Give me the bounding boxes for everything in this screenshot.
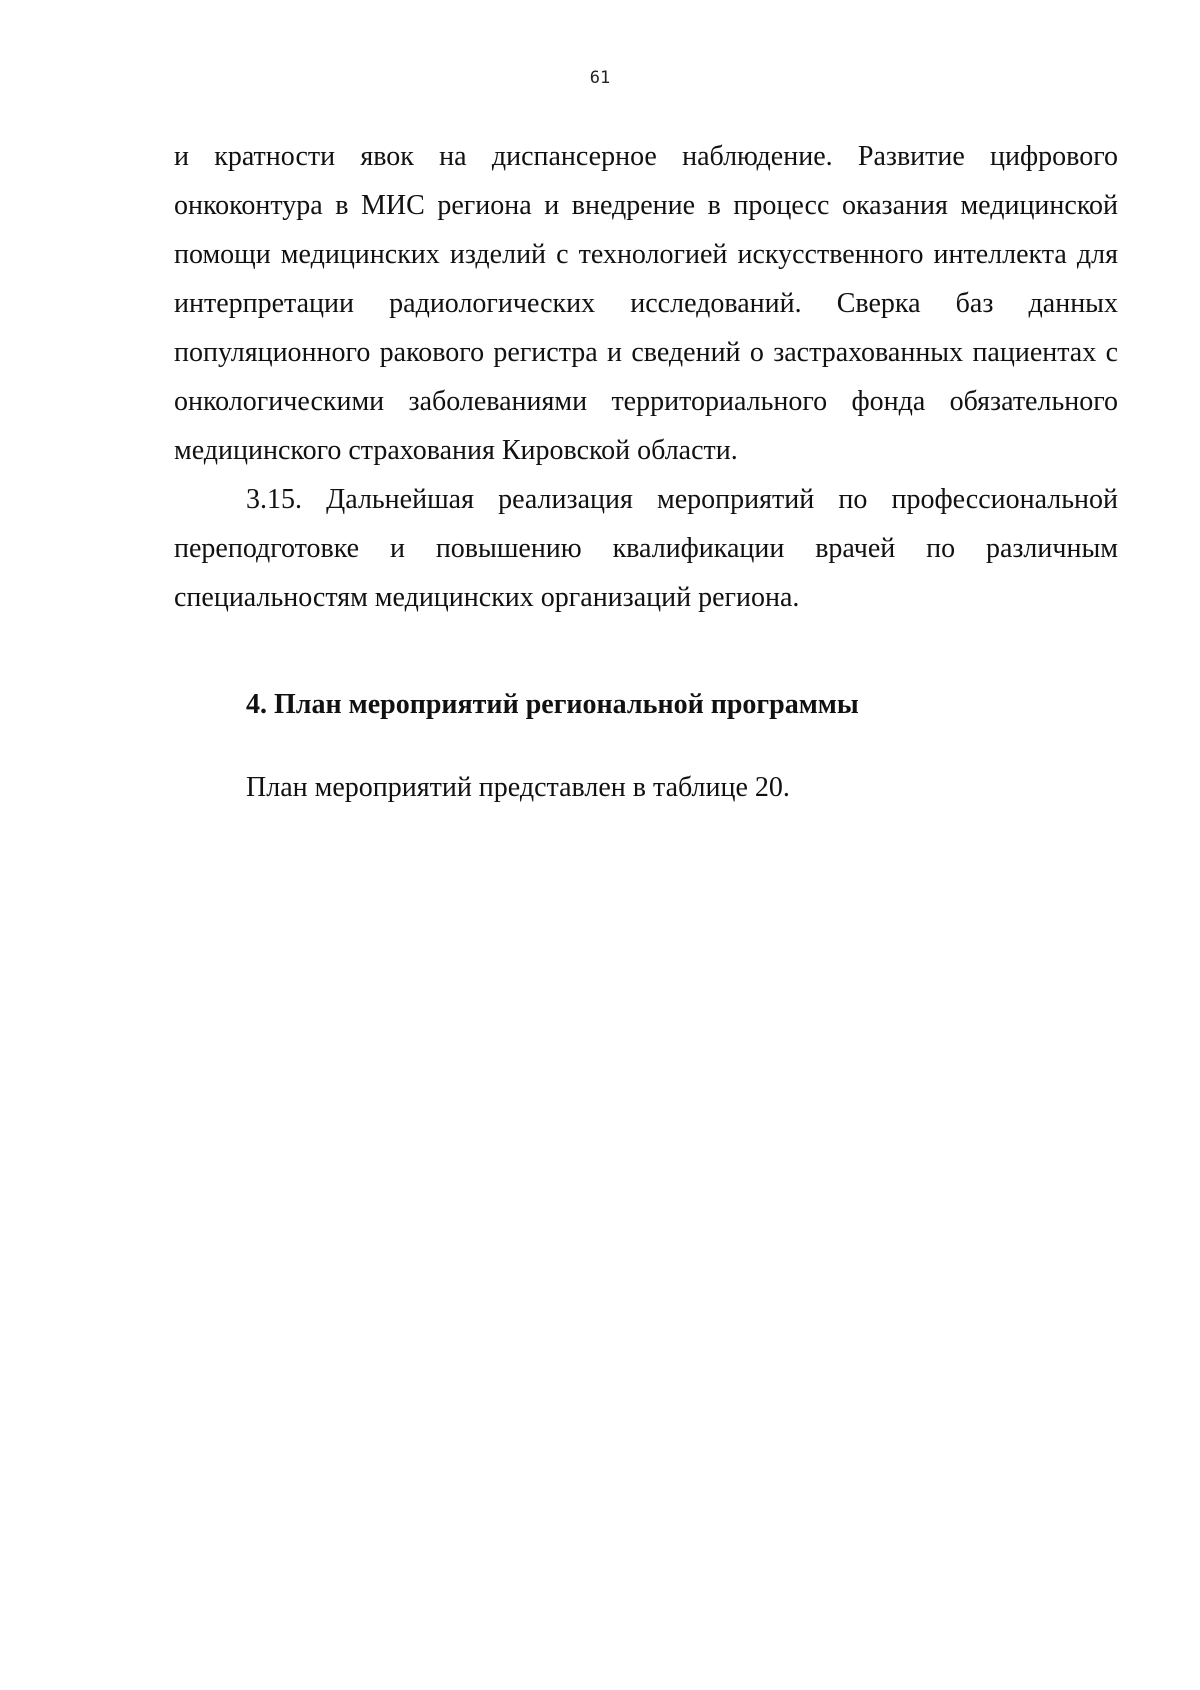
- plan-reference-text: План мероприятий представлен в таблице 20.: [246, 772, 790, 803]
- paragraph-3-15: 3.15. Дальнейшая реализация мероприятий по профессиональной переподготовке и повышению квалификации врачей по различным специальностям медицинских организаций региона.: [174, 484, 1118, 613]
- paragraph-continuation: и кратности явок на диспансерное наблюдение. Развитие цифрового онкоконтура в МИС региона и внедрение в процесс оказания медицинской помощи медицинских изделий с технологией искусственного интеллекта для интерпретации радиологических исследований. Сверка баз данных популяционного ракового регистра и сведений о застрахованных пациентах с онкологическими заболеваниями территориального фонда обязательного медицинского страхования Кировской области.: [174, 141, 1118, 466]
- page-number: 61: [589, 68, 611, 88]
- document-body: [174, 132, 1118, 812]
- section-heading: 4. План мероприятий региональной программы: [246, 689, 859, 720]
